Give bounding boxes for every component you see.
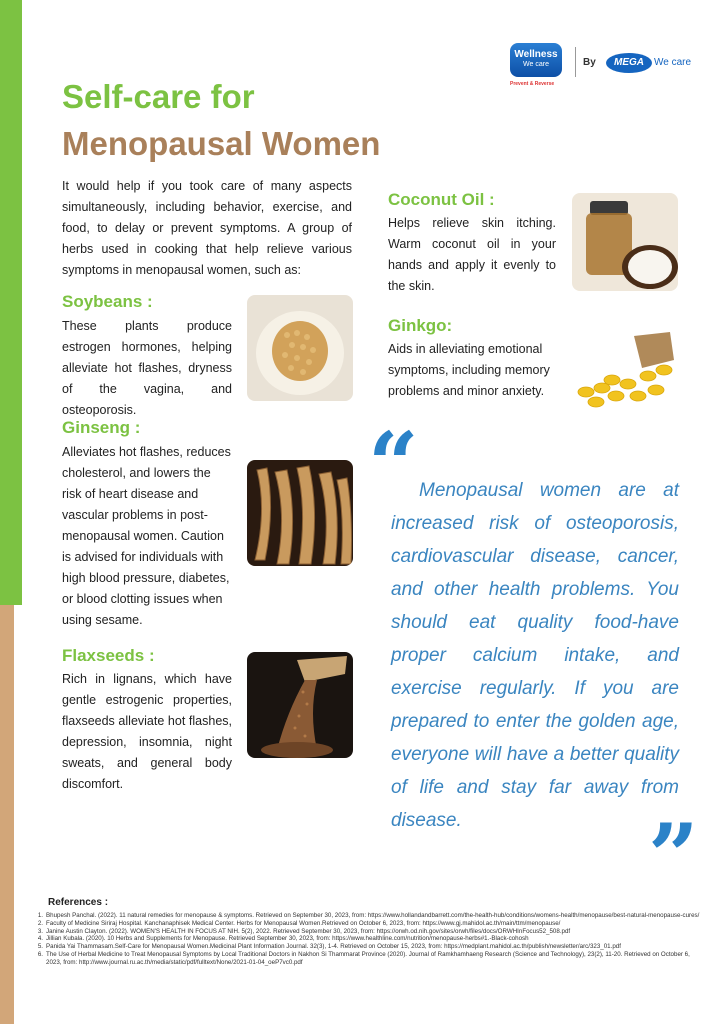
left-accent-bar-tan [0, 605, 14, 1024]
logo-divider [575, 47, 576, 77]
reference-item: 1. Bhupesh Panchal. (2022). 11 natural remedies for menopause & symptoms. Retrieved on September 30, 2023, from: https://www.hollandandbarrett.com/the-health-hub/conditions/womens-health/menopause/best-natural-menopause-cures/ [37, 912, 700, 919]
page-title-line2: Menopausal Women [62, 125, 381, 162]
flaxseeds-text: Rich in lignans, which have gentle estrogenic properties, flaxseeds alleviate hot flashes, depression, insomnia, night sweats, and general body discomfort. [62, 672, 232, 791]
reference-item: 6. The Use of Herbal Medicine to Treat Menopausal Symptoms by Local Traditional Doctors in Nakhon Si Thammarat Province (2020). Journal of Ramkhamhaeng Research (Science and Technology), 23(2), 11-20. Retrieved on October 6, 2023, from: http://www.journal.ru.ac.th/media/static/pdf/fulltext/None/2021-01-04_oeP7vc0.pdf [37, 950, 690, 966]
ginkgo-heading: Ginkgo: [388, 316, 453, 335]
wellness-badge [510, 43, 562, 77]
page-title-line1: Self-care for [62, 78, 255, 115]
ginkgo-photo [572, 330, 678, 410]
reference-item: 2. Faculty of Medicine Siriraj Hospital. Kanchanaphisek Medical Center. Herbs for Menopausal Women.Retrieved on October 6, 2023, from: https://www.gj.mahidol.ac.th/main/ttm/menopause/ [37, 919, 561, 927]
reference-item: 5. Panida Yai Thammasam.Self-Care for Menopausal Women.Medicinal Plant Information Journal. 32(3), 1-4. Retrieved on October 15, 2023, from: https://medplant.mahidol.ac.th/publish/newsletter/arc/323_01.pdf [37, 943, 621, 951]
coconut-oil-heading: Coconut Oil : [388, 190, 495, 209]
wellness-label: Wellness [514, 49, 558, 60]
quote-text: Menopausal women are at increased risk of osteoporosis, cardiovascular disease, cancer, and other health problems. You should eat quality food-have proper calcium intake, and exercise regularly. If you are prepared to enter the golden age, everyone will have a better quality of life and stay far away from disease. [391, 480, 679, 831]
coconut-oil-text: Helps relieve skin itching. Warm coconut oil in your hands and apply it evenly to the skin. [388, 216, 556, 293]
coconut-oil-photo [572, 193, 678, 291]
ginseng-text: Alleviates hot flashes, reduces cholesterol, and lowers the risk of heart disease and vascular problems in post-menopausal women. Caution is advised for individuals with high blood pressure, diabetes, or blood clotting issues when using sesame. [62, 445, 231, 627]
reference-item: 4. Jillian Kubala. (2020). 10 Herbs and Supplements for Menopause. Retrieved September 30, 2023, from: https://www.healthline.com/nutrition/menopause-herbs#1.-Black-cohosh [37, 935, 529, 943]
soybeans-text: These plants produce estrogen hormones, helping alleviate hot flashes, dryness of the vagina, and osteoporosis. [62, 319, 232, 417]
by-label: By [583, 57, 596, 68]
wellness-tagline: Prevent & Reverse [510, 81, 555, 87]
intro-paragraph: It would help if you took care of many aspects simultaneously, including behavior, exercise, and food, to delay or prevent symptoms. A group of herbs used in cooking that help relieve various symptoms in menopausal women, such as: [62, 179, 352, 277]
ginkgo-text: Aids in alleviating emotional symptoms, including memory problems and minor anxiety. [388, 342, 550, 398]
ginseng-heading: Ginseng : [62, 418, 141, 437]
ginseng-photo [247, 460, 353, 566]
mega-wecare-label: We care [654, 57, 692, 68]
reference-item: 3. Janine Austin Clayton. (2022). WOMEN'S HEALTH IN FOCUS AT NIH. 5(2), 2022. Retrieved September 30, 2023, from: https://orwh.od.nih.gov/sites/orwh/files/docs/ORWHInFocus52_508.pdf [37, 927, 571, 935]
mega-logo: MEGA [606, 53, 652, 73]
flaxseeds-photo [247, 652, 353, 758]
references-title: References : [48, 897, 109, 908]
flaxseeds-heading: Flaxseeds : [62, 646, 155, 665]
references-list [34, 912, 704, 967]
left-accent-bar-green [0, 0, 22, 605]
soybeans-photo [247, 295, 353, 401]
wellness-wecare-label: We care [523, 61, 549, 68]
brand-logo [510, 43, 700, 93]
soybeans-heading: Soybeans : [62, 292, 153, 311]
quote-open-mark: “ [368, 412, 419, 516]
quote-close-mark: ” [648, 804, 699, 908]
